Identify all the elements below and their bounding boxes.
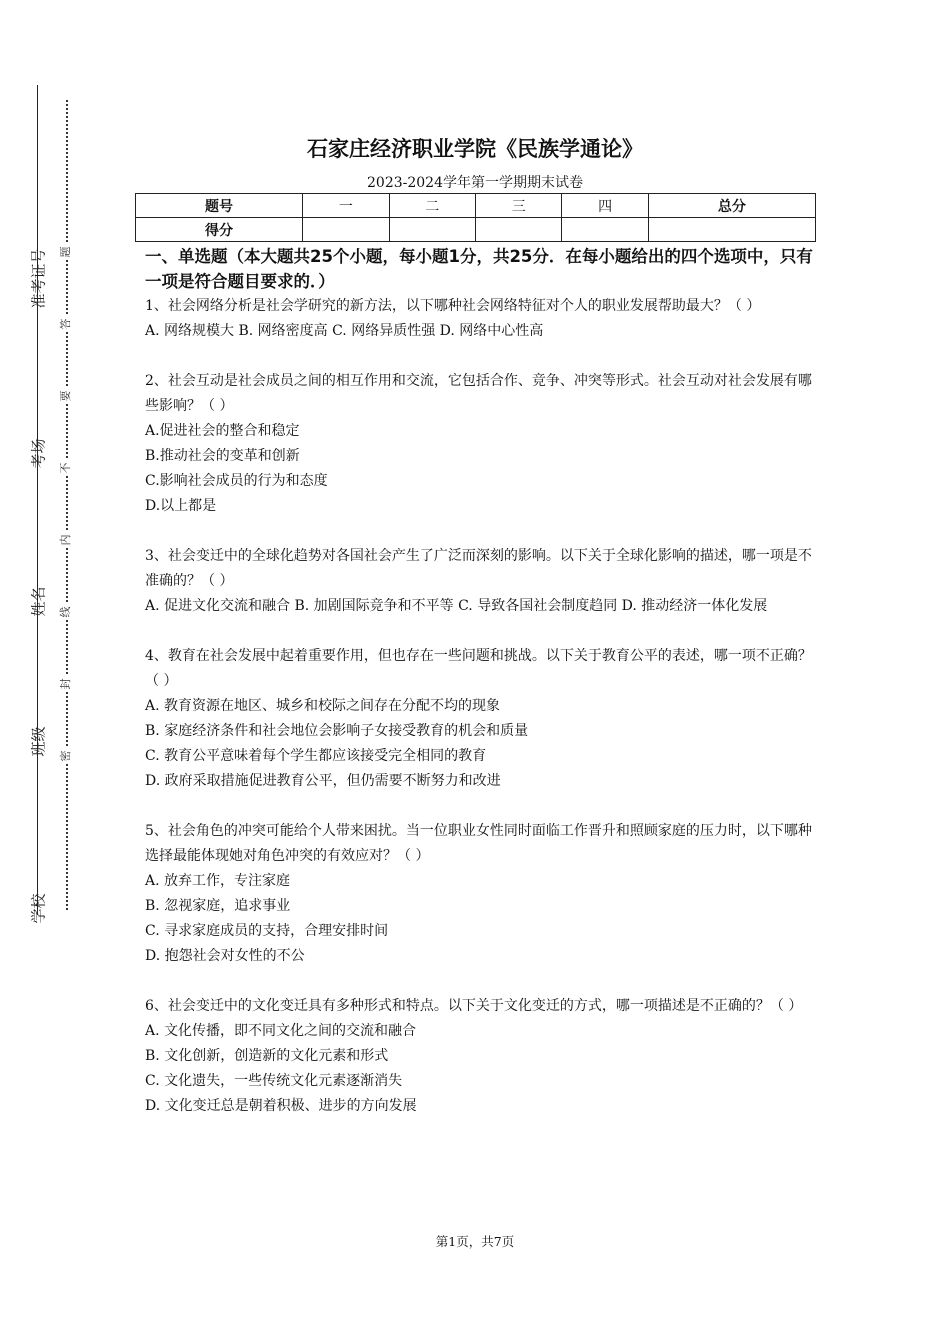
question-option: B. 文化创新，创造新的文化元素和形式 — [145, 1048, 389, 1064]
question-item — [145, 544, 815, 619]
question-option: D. 政府采取措施促进教育公平，但仍需要不断努力和改进 — [145, 773, 501, 789]
question-item — [145, 819, 815, 969]
score-input-cell[interactable] — [389, 218, 475, 242]
score-row-label: 得分 — [136, 218, 303, 242]
score-input-cell[interactable] — [475, 218, 561, 242]
question-item — [145, 369, 815, 519]
question-item — [145, 644, 815, 794]
seal-char: 密 — [58, 748, 74, 764]
score-input-cell[interactable] — [303, 218, 389, 242]
question-option: A. 文化传播，即不同文化之间的交流和融合 — [145, 1023, 417, 1039]
question-stem: 4、教育在社会发展中起着重要作用，但也存在一些问题和挑战。以下关于教育公平的表述，哪一项不正确？（ ） — [145, 648, 812, 689]
question-option: C. 文化遗失，一些传统文化元素逐渐消失 — [145, 1073, 403, 1089]
question-option: C. 寻求家庭成员的支持，合理安排时间 — [145, 923, 389, 939]
score-table-cell: 三 — [475, 194, 561, 218]
question-option: A.促进社会的整合和稳定 — [145, 423, 300, 439]
score-table-header-row — [136, 194, 816, 218]
question-option: D. 抱怨社会对女性的不公 — [145, 948, 305, 964]
section-heading: 一、单选题（本大题共25个小题，每小题1分，共25分．在每小题给出的四个选项中，只有一项是符合题目要求的．） — [145, 247, 813, 291]
exam-room-label: 考场 — [29, 438, 48, 469]
question-option: A. 放弃工作，专注家庭 — [145, 873, 291, 889]
question-option: D. 文化变迁总是朝着积极、进步的方向发展 — [145, 1098, 417, 1114]
question-stem: 3、社会变迁中的全球化趋势对各国社会产生了广泛而深刻的影响。以下关于全球化影响的描述，哪一项是不准确的？（ ） — [145, 548, 812, 589]
binding-line — [37, 85, 38, 915]
exam-title: 石家庄经济职业学院《民族学通论》 — [307, 137, 643, 161]
question-option: C. 教育公平意味着每个学生都应该接受完全相同的教育 — [145, 748, 487, 764]
score-input-cell[interactable] — [648, 218, 815, 242]
question-option: A. 网络规模大 B. 网络密度高 C. 网络异质性强 D. 网络中心性高 — [145, 323, 544, 339]
question-option: A. 教育资源在地区、城乡和校际之间存在分配不均的现象 — [145, 698, 501, 714]
seal-char: 题 — [58, 244, 74, 260]
score-table — [135, 193, 816, 242]
exam-subtitle: 2023-2024学年第一学期期末试卷 — [367, 175, 583, 191]
exam-id-label: 准考证号 — [29, 248, 48, 309]
question-stem: 1、社会网络分析是社会学研究的新方法，以下哪种社会网络特征对个人的职业发展帮助最大？（ ） — [145, 298, 761, 314]
question-stem: 2、社会互动是社会成员之间的相互作用和交流，它包括合作、竞争、冲突等形式。社会互动对社会发展有哪些影响？（ ） — [145, 373, 812, 414]
seal-char: 要 — [58, 388, 74, 404]
question-option: B. 家庭经济条件和社会地位会影响子女接受教育的机会和质量 — [145, 723, 529, 739]
question-item — [145, 994, 815, 1119]
seal-char: 内 — [58, 532, 74, 548]
seal-dotted-line — [66, 100, 68, 910]
score-table-cell: 总分 — [648, 194, 815, 218]
score-table-cell: 二 — [389, 194, 475, 218]
score-input-cell[interactable] — [562, 218, 648, 242]
question-option: C.影响社会成员的行为和态度 — [145, 473, 328, 489]
question-option: B.推动社会的变革和创新 — [145, 448, 300, 464]
question-option: A. 促进文化交流和融合 B. 加剧国际竞争和不平等 C. 导致各国社会制度趋同 D. 推动经济一体化发展 — [145, 598, 768, 614]
question-option: B. 忽视家庭，追求事业 — [145, 898, 291, 914]
school-label: 学校 — [29, 893, 48, 924]
binding-strip — [0, 0, 110, 1344]
question-item — [145, 294, 815, 344]
seal-char: 线 — [58, 604, 74, 620]
student-name-label: 姓名 — [29, 586, 48, 617]
seal-char: 答 — [58, 316, 74, 332]
score-table-cell: 一 — [303, 194, 389, 218]
score-table-cell: 题号 — [136, 194, 303, 218]
score-table-cell: 四 — [562, 194, 648, 218]
question-stem: 6、社会变迁中的文化变迁具有多种形式和特点。以下关于文化变迁的方式，哪一项描述是不正确的？（ ） — [145, 998, 803, 1014]
seal-char: 不 — [58, 460, 74, 476]
score-table-score-row — [136, 218, 816, 242]
question-list — [145, 294, 815, 1144]
seal-char: 封 — [58, 676, 74, 692]
class-label: 班级 — [29, 726, 48, 757]
question-option: D.以上都是 — [145, 498, 217, 514]
page-number: 第1页，共7页 — [435, 1234, 515, 1249]
question-stem: 5、社会角色的冲突可能给个人带来困扰。当一位职业女性同时面临工作晋升和照顾家庭的压力时，以下哪种选择最能体现她对角色冲突的有效应对？（ ） — [145, 823, 812, 864]
